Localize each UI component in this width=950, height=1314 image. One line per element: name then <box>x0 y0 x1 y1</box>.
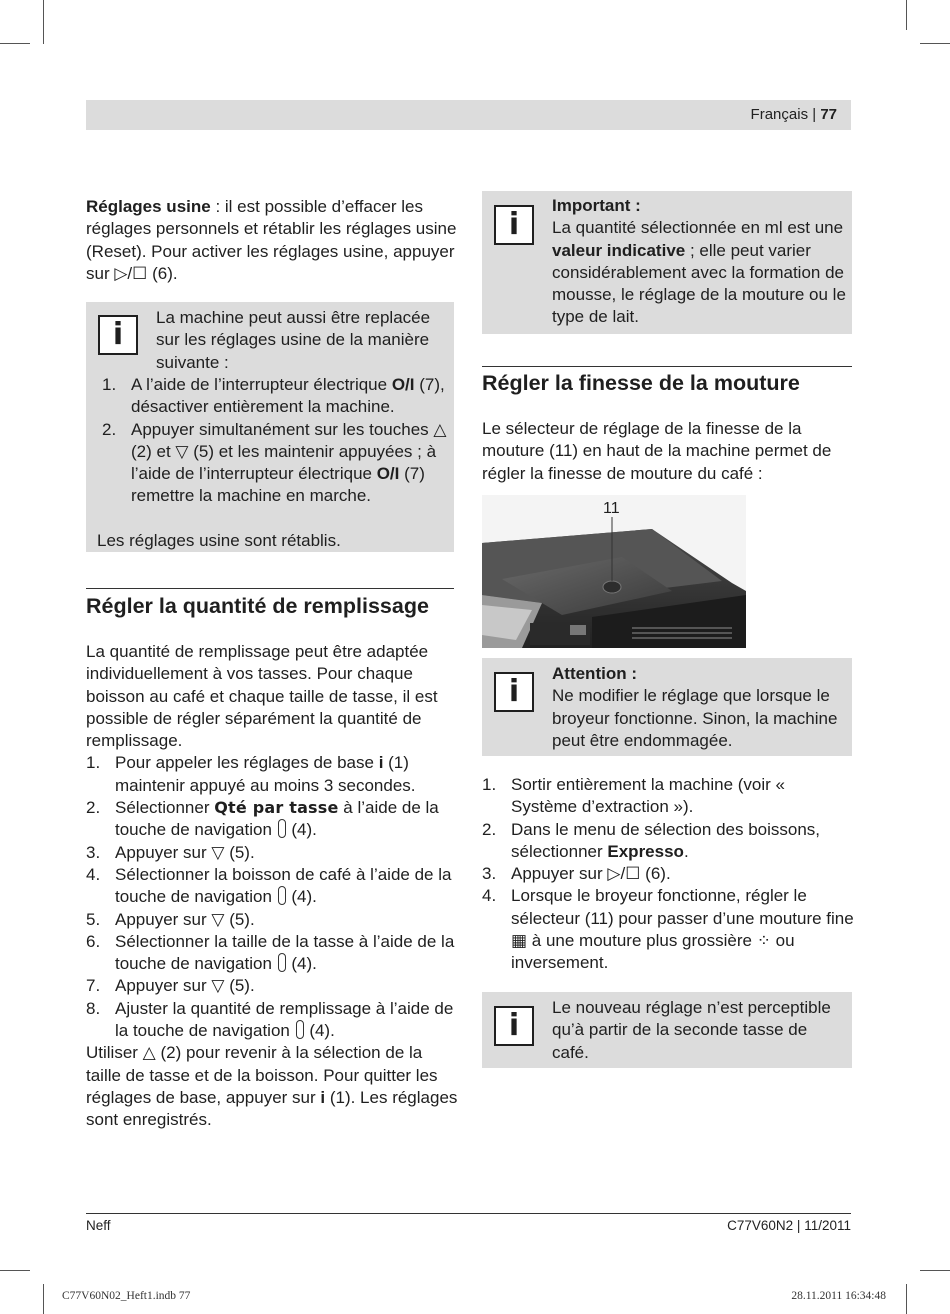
reset-text-1: : il est possible d’effacer les réglages personnels et rétablir les réglages usine (Reset). Pour activer les réglages usine, appuyer sur <box>86 197 457 283</box>
info-icon: i <box>98 315 138 355</box>
list-item: 3. Appuyer sur ▷/☐ (6). <box>482 864 671 884</box>
quantity-intro: La quantité de remplissage peut être adaptée individuellement à vos tasses. Pour chaque boisson au café et chaque taille de tasse, il est possible de régler séparément la quantité de remplissage. <box>86 642 438 751</box>
navigation-key-icon <box>278 819 286 838</box>
quantity-outro: Utiliser △ (2) pour revenir à la sélection de la taille de tasse et de la boisson. Pour quitter les réglages de base, appuyer sur i (1). Les réglages sont enregistrés. <box>86 1043 458 1130</box>
reset-paragraph <box>86 196 458 285</box>
header-text: Français | 77 <box>750 106 837 123</box>
grind-steps <box>482 774 854 975</box>
important-text: Important : La quantité sélectionnée en ml est une valeur indicative ; elle peut varier considérablement avec la formation de mousse, le réglage de la mouture ou le type de lait. <box>552 196 846 327</box>
section-rule <box>482 366 852 367</box>
attention-text: Attention : Ne modifier le réglage que lorsque le broyeur fonctionne. Sinon, la machine peut être endommagée. <box>552 664 838 750</box>
note-text: Le nouveau réglage n’est perceptible qu’à partir de la seconde tasse de café. <box>552 998 831 1062</box>
reset-text-2: (6). <box>147 263 178 283</box>
list-item: 6. Sélectionner la taille de la tasse à l’aide de la touche de navigation (4). <box>86 931 455 974</box>
display-text: Qté par tasse <box>214 798 339 818</box>
list-item: 3. Appuyer sur ▽ (5). <box>86 842 255 862</box>
down-triangle-icon: ▽ <box>211 976 225 996</box>
down-triangle-icon: ▽ <box>211 909 225 929</box>
up-triangle-icon: △ <box>142 1043 156 1063</box>
header-page-number: 77 <box>820 106 837 123</box>
grinder-photo <box>482 495 746 648</box>
quantity-section <box>86 641 458 1132</box>
play-stop-symbol: ▷/☐ <box>607 864 641 884</box>
list-item: 2. Dans le menu de sélection des boissons, sélectionner Expresso. <box>482 819 821 861</box>
up-triangle-icon: △ <box>433 419 447 439</box>
reset-bold: Réglages usine <box>86 197 211 216</box>
info-icon: i <box>494 205 534 245</box>
info-reset-intro: La machine peut aussi être replacée sur les réglages usine de la manière suivante : <box>156 308 431 372</box>
navigation-key-icon <box>296 1020 304 1039</box>
section-title-quantity: Régler la quantité de remplissage <box>86 594 429 618</box>
fine-grind-icon: ▦ <box>511 931 528 951</box>
navigation-key-icon <box>278 886 286 905</box>
info-reset-outro: Les réglages usine sont rétablis. <box>97 531 341 550</box>
play-stop-symbol: ▷/☐ <box>114 263 148 283</box>
coarse-grind-icon: ⁘ <box>756 931 771 951</box>
down-triangle-icon: ▽ <box>211 842 225 862</box>
warning-info-icon: i <box>494 672 534 712</box>
footer-doc: C77V60N2 | 11/2011 <box>727 1218 851 1233</box>
grind-intro: Le sélecteur de réglage de la finesse de la mouture (11) en haut de la machine permet de régler la finesse de mouture du café : <box>482 419 832 483</box>
info-box-note <box>482 992 852 1068</box>
slug-file: C77V60N02_Heft1.indb 77 <box>62 1290 191 1302</box>
navigation-key-icon <box>278 953 286 972</box>
list-item: 4. Lorsque le broyeur fonctionne, régler le sélecteur (11) pour passer d’une mouture fine ▦ à une mouture plus grossière ⁘ ou inversement. <box>482 886 854 973</box>
page-header <box>86 100 851 130</box>
info-box-attention <box>482 658 852 756</box>
list-item: 1. Pour appeler les réglages de base i (1) maintenir appuyé au moins 3 secondes. <box>86 753 416 795</box>
footer-rule <box>86 1213 851 1214</box>
figure-label: 11 <box>603 500 620 517</box>
list-item: 7. Appuyer sur ▽ (5). <box>86 976 255 996</box>
info-reset-steps <box>102 374 452 508</box>
list-item: 2. Sélectionner Qté par tasse à l’aide de la touche de navigation (4). <box>86 798 439 840</box>
info-box-important <box>482 191 852 334</box>
important-title: Important : <box>552 196 641 215</box>
attention-title: Attention : <box>552 664 637 683</box>
list-item: 8. Ajuster la quantité de remplissage à l’aide de la touche de navigation (4). <box>86 998 454 1041</box>
down-triangle-icon: ▽ <box>175 441 189 461</box>
grind-steps-container <box>482 774 854 975</box>
quantity-steps <box>86 752 458 1042</box>
section-rule <box>86 588 454 589</box>
list-item: 1. A l’aide de l’interrupteur électrique O/I (7), désactiver entièrement la machine. <box>102 375 445 417</box>
slug-datetime: 28.11.2011 16:34:48 <box>791 1290 886 1302</box>
list-item: 4. Sélectionner la boisson de café à l’aide de la touche de navigation (4). <box>86 864 452 907</box>
list-item: 2. Appuyer simultanément sur les touches △ (2) et ▽ (5) et les maintenir appuyées ; à l’aide de l’interrupteur électrique O/I (7) remettre la machine en marche. <box>102 419 447 506</box>
info-box-reset <box>86 302 454 552</box>
footer-brand: Neff <box>86 1218 111 1233</box>
header-language: Français <box>750 106 809 123</box>
list-item: 1. Sortir entièrement la machine (voir « Système d’extraction »). <box>482 775 786 817</box>
list-item: 5. Appuyer sur ▽ (5). <box>86 909 255 929</box>
info-icon: i <box>494 1006 534 1046</box>
section-title-grind: Régler la finesse de la mouture <box>482 371 800 395</box>
